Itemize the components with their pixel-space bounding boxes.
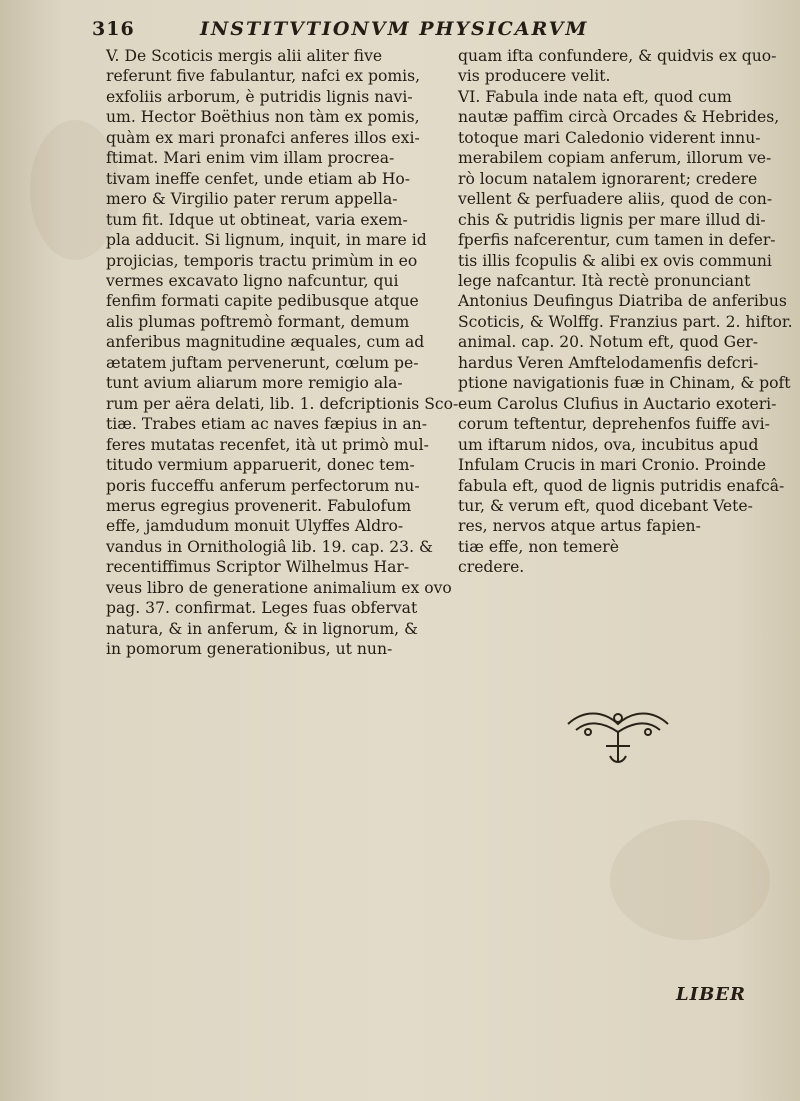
text-line: tivam ineffe cenfet, unde etiam ab Ho- xyxy=(106,169,411,188)
text-line: anferibus magnitudine æquales, cum ad xyxy=(106,333,425,352)
text-line: quam ifta confundere, & quidvis ex quo- xyxy=(458,47,777,65)
text-line: fperfis nafcerentur, cum tamen in defer- xyxy=(458,231,776,250)
text-line: referunt five fabulantur, nafci ex pomis, xyxy=(106,67,421,86)
text-line: feres mutatas recenfet, ità ut primò mul- xyxy=(106,435,429,454)
text-line: merabilem copiam anferum, illorum ve- xyxy=(458,149,772,168)
text-line: alis plumas poftremò formant, demum xyxy=(106,312,410,331)
text-line: fenfim formati capite pedibusque atque xyxy=(106,292,419,311)
text-line: um. Hector Boëthius non tàm ex pomis, xyxy=(106,108,420,127)
text-line: lege nafcantur. Ità rectè pronunciant xyxy=(458,271,751,290)
text-line: mero & Virgilio pater rerum appella- xyxy=(106,190,398,209)
text-line: vellent & perfuadere aliis, quod de con- xyxy=(458,190,773,209)
text-line: credere. xyxy=(458,558,525,577)
text-line: effe, jamdudum monuit Ulyffes Aldro- xyxy=(106,517,404,536)
page-number: 316 xyxy=(92,18,135,40)
text-line: res, nervos atque artus fapien- xyxy=(458,517,701,536)
text-line: tunt avium aliarum more remigio ala- xyxy=(106,374,403,393)
text-line: exfoliis arborum, è putridis lignis navi- xyxy=(106,87,413,106)
text-line: pag. 37. confirmat. Leges fuas obfervat xyxy=(106,599,418,618)
text-line: ætatem juftam pervenerunt, cœlum pe- xyxy=(106,353,419,372)
text-line: titudo vermium apparuerit, donec tem- xyxy=(106,456,415,475)
text-line: V. De Scoticis mergis alii aliter five xyxy=(106,47,383,65)
text-line: fabula eft, quod de lignis putridis enafcâ- xyxy=(458,476,785,495)
page-header xyxy=(92,16,792,46)
text-line: ftimat. Mari enim vim illam procrea- xyxy=(106,149,395,168)
text-line: recentiffimus Scriptor Wilhelmus Har- xyxy=(106,558,410,577)
paper-stain xyxy=(610,820,770,940)
text-line: tiæ effe, non temerè xyxy=(458,537,619,556)
text-line: VI. Fabula inde nata eft, quod cum xyxy=(458,87,732,106)
text-line: vis producere velit. xyxy=(458,67,611,86)
text-line: merus egregius provenerit. Fabulofum xyxy=(106,496,412,515)
text-line: animal. cap. 20. Notum eft, quod Ger- xyxy=(458,333,759,352)
text-line: totoque mari Caledonio viderent innu- xyxy=(458,128,761,147)
text-line: Antonius Deufingus Diatriba de anferibus xyxy=(458,292,787,311)
text-line: tiæ. Trabes etiam ac naves fæpius in an- xyxy=(106,415,427,434)
text-line: chis & putridis lignis per mare illud di- xyxy=(458,210,766,229)
text-line: quàm ex mari pronafci anferes illos exi- xyxy=(106,128,420,147)
text-line: corum teftentur, deprehenfos fuiffe avi- xyxy=(458,415,770,434)
text-line: natura, & in anferum, & in lignorum, & xyxy=(106,619,418,638)
text-line: Infulam Crucis in mari Cronio. Proinde xyxy=(458,456,767,475)
text-line: veus libro de generatione animalium ex ovo xyxy=(106,578,452,597)
text-line: vandus in Ornithologiâ lib. 19. cap. 23. & xyxy=(106,537,433,556)
text-line: poris fucceffu anferum perfectorum nu- xyxy=(106,476,420,495)
text-line: um iftarum nidos, ova, incubitus apud xyxy=(458,435,759,454)
text-line: projicias, temporis tractu primùm in eo xyxy=(106,251,418,270)
text-line: rò locum natalem ignorarent; credere xyxy=(458,169,758,188)
text-line: in pomorum generationibus, ut nun- xyxy=(106,640,393,659)
right-text-column xyxy=(458,46,793,578)
text-line: vermes excavato ligno nafcuntur, qui xyxy=(106,271,399,290)
text-line: tur, & verum eft, quod dicebant Vete- xyxy=(458,496,753,515)
text-line: rum per aëra delati, lib. 1. defcriptionis Sco- xyxy=(106,394,459,413)
text-line: nautæ paffim circà Orcades & Hebrides, xyxy=(458,108,780,127)
text-line: Scoticis, & Wolffg. Franzius part. 2. hiftor. xyxy=(458,312,793,331)
running-head: INSTITVTIONVM PHYSICARVM xyxy=(200,18,589,40)
text-line: hardus Veren Amftelodamenfis defcri- xyxy=(458,353,759,372)
left-text-column xyxy=(106,46,459,660)
text-line: pla adducit. Si lignum, inquit, in mare id xyxy=(106,231,427,250)
catchword: LIBER xyxy=(676,984,746,1005)
text-line: tis illis fcopulis & alibi ex ovis communi xyxy=(458,251,772,270)
printer-ornament-icon xyxy=(558,706,678,768)
text-line: tum fit. Idque ut obtineat, varia exem- xyxy=(106,210,408,229)
text-line: ptione navigationis fuæ in Chinam, & poft xyxy=(458,374,791,393)
text-line: eum Carolus Clufius in Auctario exoteri- xyxy=(458,394,777,413)
